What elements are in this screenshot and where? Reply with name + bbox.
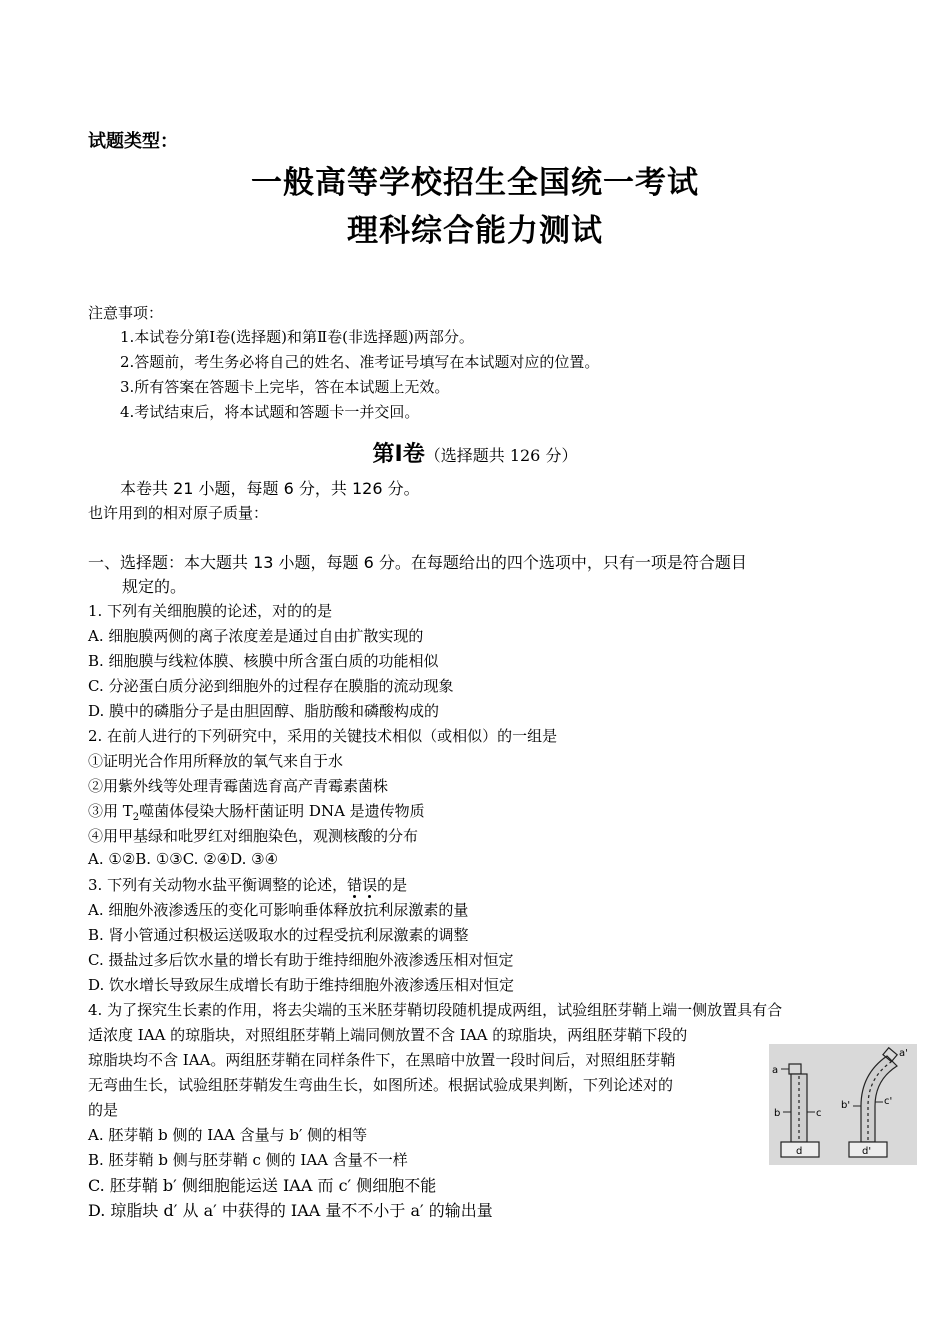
q2-options: A. ①②B. ①③C. ②④D. ③④ (88, 850, 279, 868)
q2-item-3-pre: ③用 T (88, 802, 133, 820)
q3-stem-pre: 3. 下列有关动物水盐平衡调整的论述， (88, 876, 348, 894)
volume-subtitle: （选择题共 126 分） (424, 446, 578, 465)
exam-subtitle: 理科综合能力测试 (347, 213, 603, 249)
q4-stem-line: 的是 (88, 1101, 119, 1119)
label-a-prime: a' (899, 1048, 908, 1059)
q1-option-c: C. 分泌蛋白质分泌到细胞外的过程存在膜脂的流动现象 (88, 677, 454, 695)
volume-title: 第Ⅰ卷 (372, 442, 425, 467)
q4-stem-line: 适浓度 IAA 的琼脂块，对照组胚芽鞘上端同侧放置不含 IAA 的琼脂块，两组胚芽鞘下段的 (88, 1026, 688, 1044)
note-item: 1.本试卷分第Ⅰ卷(选择题)和第Ⅱ卷(非选择题)两部分。 (120, 328, 474, 346)
note-item: 4.考试结束后，将本试题和答题卡一并交回。 (120, 403, 420, 421)
q3-option-b: B. 肾小管通过积极运送吸取水的过程受抗利尿激素的调整 (88, 926, 469, 944)
label-b: b (774, 1108, 781, 1119)
q2-stem: 2. 在前人进行的下列研究中，采用的关键技术相似（或相似）的一组是 (88, 727, 558, 745)
q3-option-c: C. 摄盐过多后饮水量的增长有助于维持细胞外液渗透压相对恒定 (88, 951, 514, 969)
q4-stem-line: 无弯曲生长，试验组胚芽鞘发生弯曲生长，如图所述。根据试验成果判断，下列论述对的 (88, 1076, 674, 1094)
label-b-prime: b' (841, 1100, 851, 1111)
q4-option-b: B. 胚芽鞘 b 侧与胚芽鞘 c 侧的 IAA 含量不一样 (88, 1151, 408, 1169)
label-a: a (772, 1065, 779, 1076)
volume-heading (0, 437, 950, 468)
q1-option-d: D. 膜中的磷脂分子是由胆固醇、脂肪酸和磷酸构成的 (88, 702, 440, 720)
coleoptile-diagram (769, 1044, 917, 1165)
q1-stem: 1. 下列有关细胞膜的论述，对的的是 (88, 602, 333, 620)
q2-item-3 (88, 800, 425, 823)
note-item: 2.答题前，考生务必将自己的姓名、准考证号填写在本试题对应的位置。 (120, 353, 600, 371)
label-d: d (796, 1146, 803, 1157)
question-type-label: 试题类型： (88, 131, 178, 152)
q1-option-a: A. 细胞膜两侧的离子浓度差是通过自由扩散实现的 (88, 627, 424, 645)
label-d-prime: d' (862, 1146, 872, 1157)
q4-option-d: D. 琼脂块 d′ 从 a′ 中获得的 IAA 量不不小于 a′ 的输出量 (88, 1201, 493, 1220)
q3-option-d: D. 饮水增长导致尿生成增长有助于维持细胞外液渗透压相对恒定 (88, 976, 515, 994)
q2-item-4: ④用甲基绿和吡罗红对细胞染色，观测核酸的分布 (88, 827, 419, 845)
q1-option-b: B. 细胞膜与线粒体膜、核膜中所含蛋白质的功能相似 (88, 652, 439, 670)
q3-option-a: A. 细胞外液渗透压的变化可影响垂体释放抗利尿激素的量 (88, 901, 469, 919)
volume-intro: 本卷共 21 小题，每题 6 分，共 126 分。 (120, 479, 420, 498)
q4-stem-line: 琼脂块均不含 IAA。两组胚芽鞘在同样条件下，在黑暗中放置一段时间后，对照组胚芽鞘 (88, 1051, 676, 1069)
q2-item-3-sub: 2 (132, 812, 140, 823)
q4-option-c: C. 胚芽鞘 b′ 侧细胞能运送 IAA 而 c′ 侧细胞不能 (88, 1176, 437, 1195)
coleoptile-figure (769, 1044, 917, 1165)
q3-stem-post: 的是 (377, 876, 408, 894)
q4-stem-line: 4. 为了探究生长素的作用，将去尖端的玉米胚芽鞘切段随机提成两组，试验组胚芽鞘上端一侧放置具有合 (88, 1001, 783, 1019)
label-c: c (816, 1108, 822, 1119)
notes-heading: 注意事项： (88, 304, 164, 322)
q3-stem-emphasis: 误 (362, 876, 378, 894)
section-heading: 一、选择题：本大题共 13 小题，每题 6 分。在每题给出的四个选项中，只有一项是符合题目 (88, 553, 747, 572)
q2-item-1: ①证明光合作用所释放的氧气来自于水 (88, 752, 344, 770)
label-c-prime: c' (884, 1096, 893, 1107)
note-item: 3.所有答案在答题卡上完毕，答在本试题上无效。 (120, 378, 450, 396)
section-heading-cont: 规定的。 (122, 577, 187, 596)
q3-stem-emphasis: 错 (347, 876, 363, 894)
exam-title: 一般高等学校招生全国统一考试 (251, 165, 699, 201)
q3-stem (88, 874, 407, 895)
q2-item-2: ②用紫外线等处理青霉菌选育高产青霉素菌株 (88, 777, 389, 795)
agar-block-a (789, 1064, 801, 1074)
atomic-mass-line: 也许用到的相对原子质量： (88, 504, 269, 522)
q2-item-3-post: 噬菌体侵染大肠杆菌证明 DNA 是遗传物质 (139, 802, 425, 820)
q4-option-a: A. 胚芽鞘 b 侧的 IAA 含量与 b′ 侧的相等 (88, 1126, 368, 1144)
